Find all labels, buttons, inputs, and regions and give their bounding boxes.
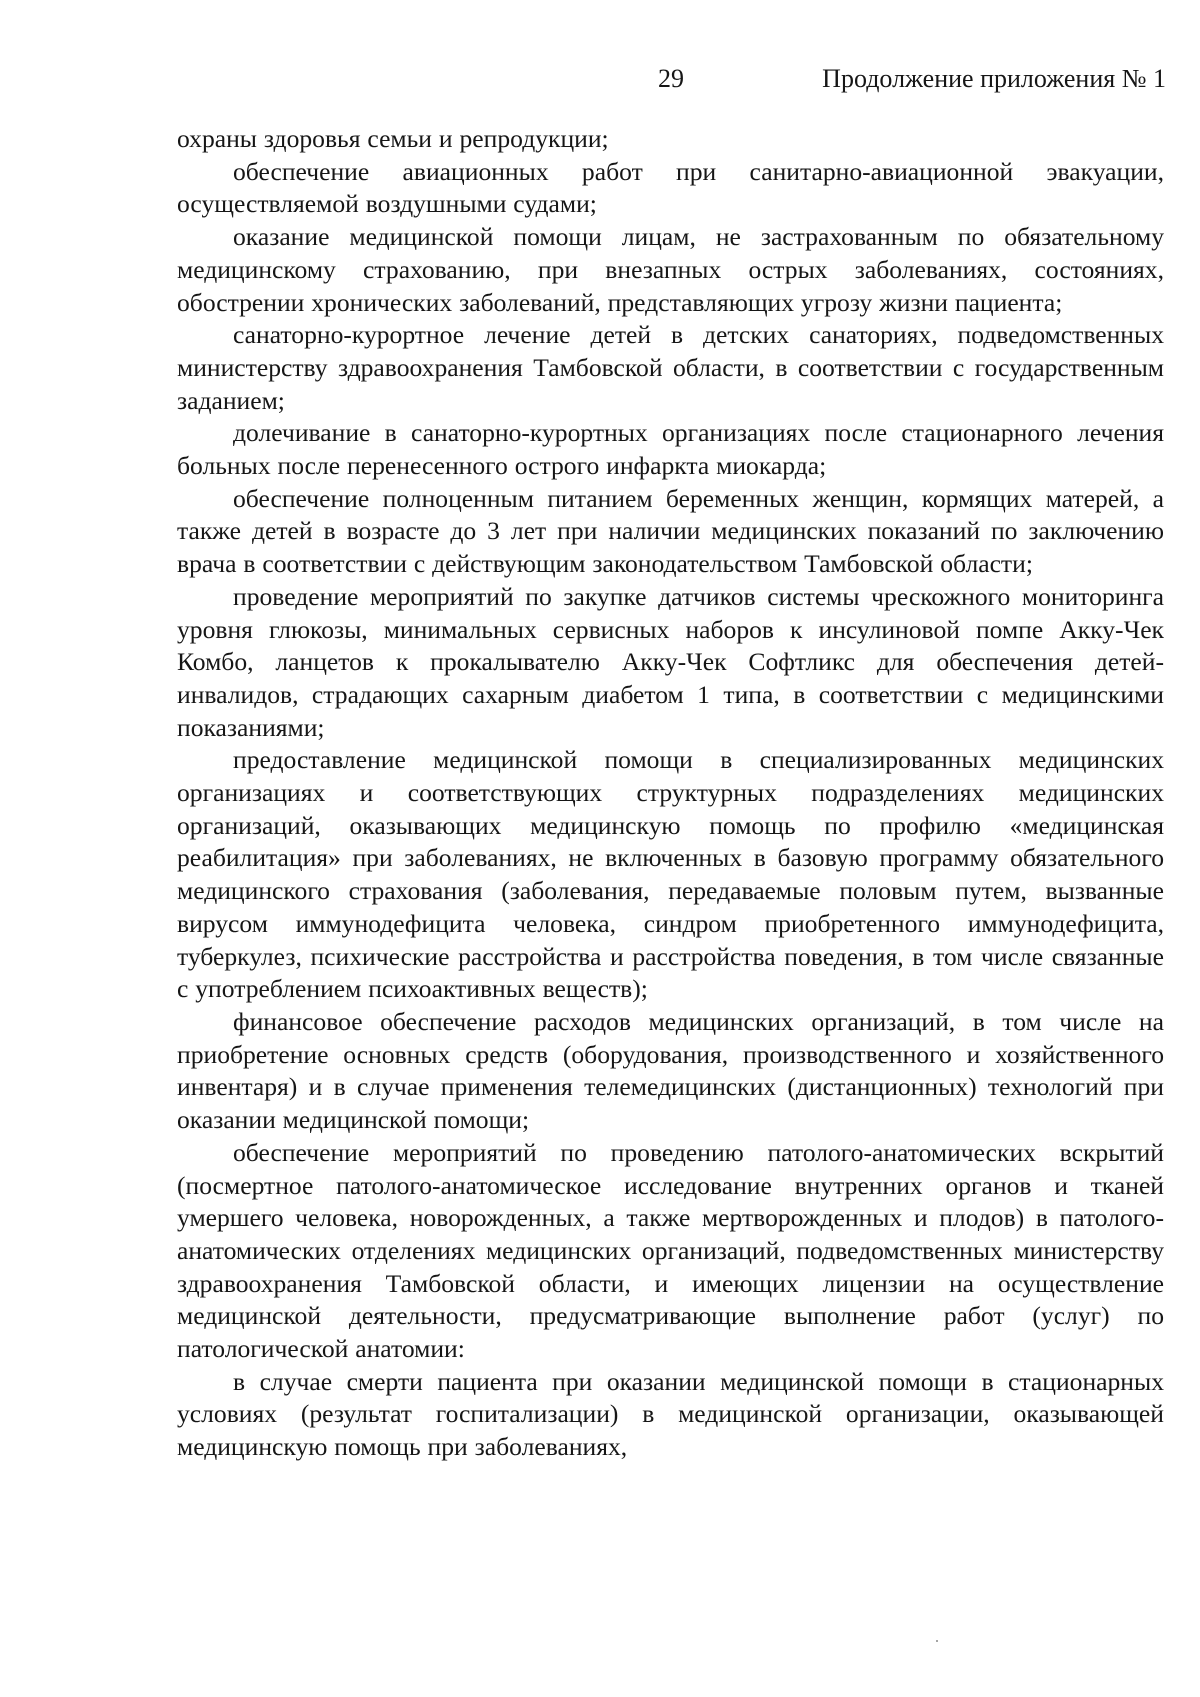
paragraph: охраны здоровья семьи и репродукции; [177,124,609,153]
paragraph: проведение мероприятий по закупке датчиков системы чрескожного мониторинга уровня глюкозы, минимальных сервисных наборов к инсулиновой помпе Акку-Чек Комбо, ланцетов к прокалывателю Акку-Чек Софтликс для обеспечения детей-инвалидов, страдающих сахарным диабетом 1 типа, в соответствии с медицинскими показаниями; [177,581,1164,742]
scan-speck [936,1640,938,1642]
paragraph: в случае смерти пациента при оказании медицинской помощи в стационарных условиях (результат госпитализации) в медицинской организации, оказывающей медицинскую помощь при заболеваниях, [177,1366,1164,1462]
paragraph: долечивание в санаторно-курортных организациях после стационарного лечения больных после перенесенного острого инфаркта миокарда; [177,418,1164,481]
paragraph: обеспечение мероприятий по проведению патолого-анатомических вскрытий (посмертное патолого-анатомическое исследование внутренних органов и тканей умершего человека, новорожденных, а также мертворожденных и плодов) в патолого-анатомических отделениях медицинских организаций, подведомственных министерству здравоохранения Тамбовской области, и имеющих лицензии на осуществление медицинской деятельности, предусматривающие выполнение работ (услуг) по патологической анатомии: [177,1137,1164,1364]
paragraph: финансовое обеспечение расходов медицинских организаций, в том числе на приобретение основных средств (оборудования, производственного и хозяйственного инвентаря) и в случае применения телемедицинских (дистанционных) технологий при оказании медицинской помощи; [177,1006,1164,1135]
appendix-continuation-label: Продолжение приложения № 1 [822,64,1166,93]
paragraph: обеспечение полноценным питанием беременных женщин, кормящих матерей, а также детей в возрасте до 3 лет при наличии медицинских показаний по заключению врача в соответствии с действующим законодательством Тамбовской области; [177,483,1164,579]
page-header [0,62,1200,96]
paragraph: обеспечение авиационных работ при санитарно-авиационной эвакуации, осуществляемой воздушными судами; [177,156,1164,219]
paragraph: предоставление медицинской помощи в специализированных медицинских организациях и соответствующих структурных подразделениях медицинских организаций, оказывающих медицинскую помощь по профилю «медицинская реабилитация» при заболеваниях, не включенных в базовую программу обязательного медицинского страхования (заболевания, передаваемые половым путем, вызванные вирусом иммунодефицита человека, синдром приобретенного иммунодефицита, туберкулез, психические расстройства и расстройства поведения, в том числе связанные с употреблением психоактивных веществ); [177,745,1164,1004]
paragraph: санаторно-курортное лечение детей в детских санаториях, подведомственных министерству здравоохранения Тамбовской области, в соответствии с государственным заданием; [177,320,1164,415]
paragraph: оказание медицинской помощи лицам, не застрахованным по обязательному медицинскому страхованию, при внезапных острых заболеваниях, состояниях, обострении хронических заболеваний, представляющих угрозу жизни пациента; [177,222,1164,317]
document-body [177,123,1164,1464]
page-number: 29 [658,64,684,93]
